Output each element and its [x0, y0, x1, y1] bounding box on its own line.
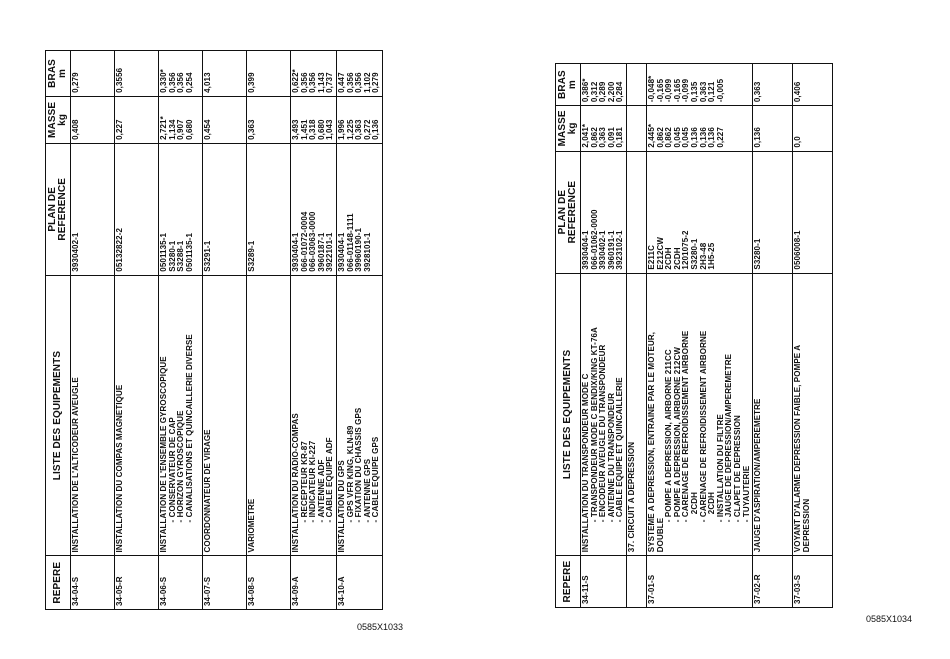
equipment-cell-line: - INDICATEUR KI-227 — [308, 440, 318, 523]
header-masse: MASSE kg — [46, 96, 71, 143]
bras-cell-line: 0,330* — [159, 69, 168, 93]
equipment-cell-line: INSTALLATION DU RADIO-COMPAS — [291, 413, 300, 553]
masse-cell-line: 0,680 — [184, 119, 194, 140]
plan-cell — [115, 143, 159, 275]
repere-cell: 34-10-A — [336, 556, 382, 610]
masse-cell-line: 1,225 — [345, 119, 355, 140]
plan-cell-line: 3930404-1 — [336, 232, 346, 272]
masse-cell — [626, 106, 646, 152]
equipment-cell-line: INSTALLATION DU GPS — [336, 460, 346, 553]
masse-cell-line: 3,493 — [291, 119, 300, 140]
masse-cell-line: 0,363 — [247, 119, 256, 140]
plan-cell-line: 39960190-1 — [354, 227, 364, 272]
header-plan: PLAN DE REFERENCE — [46, 143, 71, 275]
masse-cell-line: 1,043 — [325, 119, 335, 140]
masse-cell-line: 0,0 — [793, 136, 803, 148]
plan-cell-line: 066-01148-1111 — [345, 213, 355, 272]
bras-cell-line: 0,356 — [354, 72, 364, 93]
plan-cell-line: S3288-1 — [176, 240, 186, 272]
equipment-cell-line: 2CDH — [689, 492, 699, 515]
table-row — [71, 51, 115, 610]
bras-cell-line: -0,099 — [664, 78, 674, 103]
masse-cell-line: 0,136 — [753, 127, 763, 148]
table-row — [646, 64, 752, 608]
plan-cell — [626, 151, 646, 273]
equipment-cell-line: - POMPE A DEPRESSION, AIRBORNE 212CW — [672, 347, 682, 523]
equipment-cell — [115, 275, 159, 556]
bras-cell-line: -0,165 — [655, 78, 665, 103]
repere-cell: 34-11-S — [581, 556, 627, 608]
masse-cell-line: 0,363 — [354, 119, 364, 140]
plan-cell-line: E212CW — [655, 236, 665, 270]
plan-cell-line: 3960187-1 — [316, 232, 326, 272]
bras-cell-line: -0,048* — [646, 75, 656, 103]
plan-cell — [646, 151, 752, 273]
equipment-cell-line: - CABLE EQUIPE GPS — [371, 436, 381, 523]
header-repere: REPERE — [46, 556, 71, 610]
plan-cell-line: 3960191-1 — [606, 230, 616, 270]
bras-cell-line: 0,356 — [308, 72, 318, 93]
plan-cell — [203, 143, 247, 275]
plan-cell-line: S3291-1 — [203, 240, 212, 272]
masse-cell — [753, 106, 793, 152]
masse-cell-line: 0,045 — [681, 127, 691, 148]
equipment-cell — [159, 275, 203, 556]
masse-cell-line: 0,136 — [371, 119, 381, 140]
plan-cell-line: 0506008-1 — [793, 230, 803, 270]
plan-cell-line: 3930402-1 — [598, 230, 608, 270]
header-bras: BRAS m — [46, 51, 71, 97]
masse-cell-line: 0,272 — [362, 119, 372, 140]
bras-cell-line: 0,121 — [707, 81, 717, 103]
plan-cell — [71, 143, 115, 275]
masse-cell — [159, 96, 203, 143]
plan-cell-line: 3923102-1 — [615, 230, 625, 270]
table-body-left — [71, 51, 383, 610]
header-masse: MASSE kg — [556, 106, 581, 152]
plan-cell — [336, 143, 382, 275]
masse-cell-line: 0,136 — [707, 127, 717, 148]
table-row — [581, 64, 627, 608]
masse-cell-line: 0,091 — [606, 127, 616, 148]
plan-cell-line: S3280-1 — [167, 240, 177, 272]
bras-cell-line: 0,284 — [615, 81, 625, 103]
masse-cell — [793, 106, 833, 152]
plan-cell-line: 2CDH — [672, 247, 682, 270]
plan-cell-line: 3922101-1 — [325, 232, 335, 272]
equipment-cell-line: - CARENAGE DE REFROIDISSEMENT AIRBORNE — [698, 330, 708, 523]
equipment-cell-line: INSTALLATION DE L'ENSEMBLE GYROSCOPIQUE — [159, 356, 168, 553]
repere-cell: 34-08-S — [247, 556, 291, 610]
plan-cell-line: 2CDH — [664, 247, 674, 270]
equipment-cell-line: - JAUGE DE DEPRESSION/AMPEREMETRE — [724, 353, 734, 523]
bras-cell — [753, 64, 793, 106]
bras-cell — [159, 51, 203, 97]
bras-cell-line: 4,013 — [203, 72, 212, 93]
masse-cell-line: 1,451 — [299, 119, 309, 140]
equipment-cell — [247, 275, 291, 556]
equipment-cell-line: INSTALLATION DU TRANSPONDEUR MODE C — [581, 373, 590, 553]
masse-cell-line: 0,907 — [176, 119, 186, 140]
masse-cell-line: 0,862 — [664, 127, 674, 148]
bras-cell-line: 0,363 — [753, 81, 763, 103]
plan-cell-line: 3930402-1 — [71, 232, 80, 272]
plan-cell-line: 3928101-1 — [362, 232, 372, 272]
masse-cell-line: 0,227 — [715, 127, 725, 148]
repere-cell: 34-04-S — [71, 556, 115, 610]
bras-cell-line: 0,356 — [167, 72, 177, 93]
repere-cell: 34-09-A — [291, 556, 337, 610]
plan-cell-line: 0501135-1 — [184, 232, 194, 272]
plan-cell-line: 3930404-1 — [291, 232, 300, 272]
masse-cell — [247, 96, 291, 143]
equipment-cell-line: - HORIZON GYROSCOPIQUE — [176, 410, 186, 523]
bras-cell-line: 0,622* — [291, 69, 300, 93]
equipment-cell-line: - CABLE EQUIPE ET QUINCAILLERIE — [615, 377, 625, 523]
masse-cell — [203, 96, 247, 143]
bras-cell — [793, 64, 833, 106]
equipment-cell-line: SYSTEME A DEPRESSION, ENTRAINE PAR LE MOTEUR, — [646, 331, 656, 553]
bras-cell-line: -0,165 — [672, 78, 682, 103]
plan-cell-line: E211C — [646, 245, 656, 270]
repere-cell: 37-01-S — [646, 556, 752, 608]
equipment-cell — [626, 273, 646, 556]
bras-cell — [203, 51, 247, 97]
equipment-cell-line: - TRANSPONDEUR MODE C BENDIX/KING KT-76A — [589, 327, 599, 523]
equipment-cell-line: INSTALLATION DE L'ALTICODEUR AVEUGLE — [71, 377, 80, 553]
equipment-cell-line: - POMPE A DEPRESSION, AIRBORNE 211CC — [664, 349, 674, 523]
bras-cell-line: 0,3556 — [115, 67, 124, 93]
bras-cell — [71, 51, 115, 97]
equipment-cell-line: - ENCODEUR AVEUGLE DU TRANSPONDEUR — [598, 344, 608, 523]
plan-cell-line: S3280-1 — [753, 238, 763, 270]
masse-cell — [336, 96, 382, 143]
bras-cell-line: 0,312 — [589, 81, 599, 103]
equipment-cell-line: VOYANT D'ALARME DEPRESSION FAIBLE, POMPE A — [793, 344, 803, 553]
bras-cell-line: 0,356 — [176, 72, 186, 93]
equipment-cell-line: VARIOMETRE — [247, 498, 256, 553]
bras-cell-line: -0,099 — [681, 78, 691, 103]
equipment-cell-line: - CABLE EQUIPE ADF — [325, 437, 335, 523]
masse-cell-line: 0,136 — [698, 127, 708, 148]
plan-cell-line: 0501135-1 — [159, 232, 168, 272]
repere-cell: 34-06-S — [159, 556, 203, 610]
bras-cell-line: 0,279 — [371, 72, 381, 93]
bras-cell — [291, 51, 337, 97]
equipment-cell-line: COORDONNATEUR DE VIRAGE — [203, 429, 212, 553]
bras-cell-line: 0,363 — [698, 81, 708, 103]
equipment-cell-line: JAUGE D'ASPIRATION/AMPEREMETRE — [753, 398, 763, 553]
table-row — [203, 51, 247, 610]
masse-cell — [291, 96, 337, 143]
equipment-cell-line: - ANTENNE ADF — [316, 459, 326, 523]
equipment-cell — [646, 273, 752, 556]
masse-cell — [71, 96, 115, 143]
plan-cell — [793, 151, 833, 273]
equipment-cell-line: - ANTENNE DU TRANSPONDEUR — [606, 392, 616, 523]
bras-cell-line: 1,102 — [362, 72, 372, 93]
equipment-cell — [203, 275, 247, 556]
masse-cell-line: 0,363 — [598, 127, 608, 148]
table-row — [159, 51, 203, 610]
masse-cell — [115, 96, 159, 143]
bras-cell-line: 0,254 — [184, 72, 194, 93]
equipment-cell-line: - CANALISATIONS ET QUINCAILLERIE DIVERSE — [184, 334, 194, 523]
bras-cell — [581, 64, 627, 106]
masse-cell-line: 0,862 — [589, 127, 599, 148]
plan-cell-line: 2H3-48 — [698, 242, 708, 270]
masse-cell-line: 2,721* — [159, 116, 168, 140]
left-table-rotated — [45, 50, 383, 610]
equipment-cell-line: 2CDH — [707, 492, 717, 515]
masse-cell-line: 0,680 — [316, 119, 326, 140]
masse-cell — [646, 106, 752, 152]
plan-cell — [753, 151, 793, 273]
repere-cell: 34-07-S — [203, 556, 247, 610]
bras-cell-line: 1,143 — [316, 72, 326, 93]
page-code-right: 0585X1034 — [866, 614, 913, 624]
page-code-left: 0585X1033 — [357, 622, 404, 632]
header-liste: LISTE DES EQUIPEMENTS — [556, 273, 581, 556]
equipment-cell-line: DEPRESSION — [801, 498, 811, 553]
header-bras: BRAS m — [556, 64, 581, 106]
repere-cell — [626, 556, 646, 608]
masse-cell-line: 0,181 — [615, 127, 625, 148]
bras-cell-line: 0,386* — [581, 78, 590, 103]
masse-cell-line: 2,041* — [581, 123, 590, 148]
plan-cell — [291, 143, 337, 275]
table-row — [793, 64, 833, 608]
bras-cell — [115, 51, 159, 97]
equipment-cell-line: - INSTALLATION DU FILTRE — [715, 414, 725, 523]
table-row — [336, 51, 382, 610]
masse-cell — [581, 106, 627, 152]
bras-cell-line: 2,200 — [606, 81, 616, 103]
bras-cell — [646, 64, 752, 106]
masse-cell-line: 2,445* — [646, 123, 656, 148]
bras-cell-line: -0,005 — [715, 78, 725, 103]
masse-cell-line: 0,045 — [672, 127, 682, 148]
plan-cell — [159, 143, 203, 275]
equipment-cell-line: - FIXATION DU CHASSIS GPS — [354, 407, 364, 523]
header-plan: PLAN DE REFERENCE — [556, 151, 581, 273]
right-table-rotated — [555, 63, 833, 608]
equipment-cell-line: DOUBLE — [655, 517, 665, 553]
masse-cell-line: 1,996 — [336, 119, 346, 140]
masse-cell-line: 1,134 — [167, 119, 177, 140]
equipment-table-right — [555, 63, 833, 608]
plan-cell-line: 066-03063-0000 — [308, 211, 318, 272]
equipment-cell-line: - GPS VFR KING, KLN-89 — [345, 425, 355, 523]
repere-cell: 34-05-R — [115, 556, 159, 610]
masse-cell-line: 0,227 — [115, 119, 124, 140]
equipment-cell-line: INSTALLATION DU COMPAS MAGNETIQUE — [115, 384, 124, 553]
table-row — [115, 51, 159, 610]
bras-cell-line: 0,279 — [71, 72, 80, 93]
table-row — [291, 51, 337, 610]
table-header-row — [556, 64, 581, 608]
plan-cell-line: S3289-1 — [247, 240, 256, 272]
table-row — [626, 64, 646, 608]
bras-cell-line: 0,356 — [299, 72, 309, 93]
bras-cell-line: 0,406 — [793, 81, 803, 103]
equipment-cell-line: - CARENAGE DE REFROIDISSEMENT AIRBORNE — [681, 330, 691, 523]
plan-cell — [581, 151, 627, 273]
bras-cell-line: 0,737 — [325, 72, 335, 93]
bras-cell — [336, 51, 382, 97]
bras-cell — [626, 64, 646, 106]
equipment-table-left — [45, 50, 383, 610]
plan-cell-line: 1201075-2 — [681, 230, 691, 270]
equipment-cell — [581, 273, 627, 556]
equipment-cell-line: - TUYAUTERIE — [741, 465, 751, 523]
bras-cell-line: 0,135 — [689, 81, 699, 103]
equipment-cell — [793, 273, 833, 556]
bras-cell-line: 0,447 — [336, 72, 346, 93]
equipment-cell-line: - CLAPET DE DEPRESSION — [732, 415, 742, 523]
equipment-cell — [71, 275, 115, 556]
plan-cell-line: 066-01062-0000 — [589, 209, 599, 270]
equipment-cell-line: - ANTENNE GPS — [362, 458, 372, 523]
masse-cell-line: 0,454 — [203, 119, 212, 140]
bras-cell — [247, 51, 291, 97]
plan-cell-line: 3930404-1 — [581, 230, 590, 270]
table-header-row — [46, 51, 71, 610]
bras-cell-line: 0,356 — [345, 72, 355, 93]
plan-cell-line: 05132822-2 — [115, 227, 124, 272]
equipment-cell — [753, 273, 793, 556]
repere-cell: 37-02-R — [753, 556, 793, 608]
masse-cell-line: 0,408 — [71, 119, 80, 140]
table-row — [247, 51, 291, 610]
equipment-cell-line: - CONSERVATEUR DE CAP — [167, 417, 177, 523]
equipment-cell-line: 37. CIRCUIT A DEPRESSION — [626, 441, 636, 553]
masse-cell-line: 0,318 — [308, 119, 318, 140]
header-repere: REPERE — [556, 556, 581, 608]
bras-cell-line: 0,399 — [247, 72, 256, 93]
masse-cell-line: 0,862 — [655, 127, 665, 148]
plan-cell-line: S3280-1 — [689, 238, 699, 270]
header-liste: LISTE DES EQUIPEMENTS — [46, 275, 71, 556]
bras-cell-line: 0,289 — [598, 81, 608, 103]
plan-cell-line: 066-01072-0004 — [299, 211, 309, 272]
table-row — [753, 64, 793, 608]
equipment-cell-line: - RECEPTEUR KR-87 — [299, 441, 309, 523]
equipment-cell — [291, 275, 337, 556]
repere-cell: 37-03-S — [793, 556, 833, 608]
equipment-cell — [336, 275, 382, 556]
plan-cell — [247, 143, 291, 275]
plan-cell-line: 1H5-25 — [707, 242, 717, 270]
masse-cell-line: 0,136 — [689, 127, 699, 148]
table-body-right — [581, 64, 833, 608]
